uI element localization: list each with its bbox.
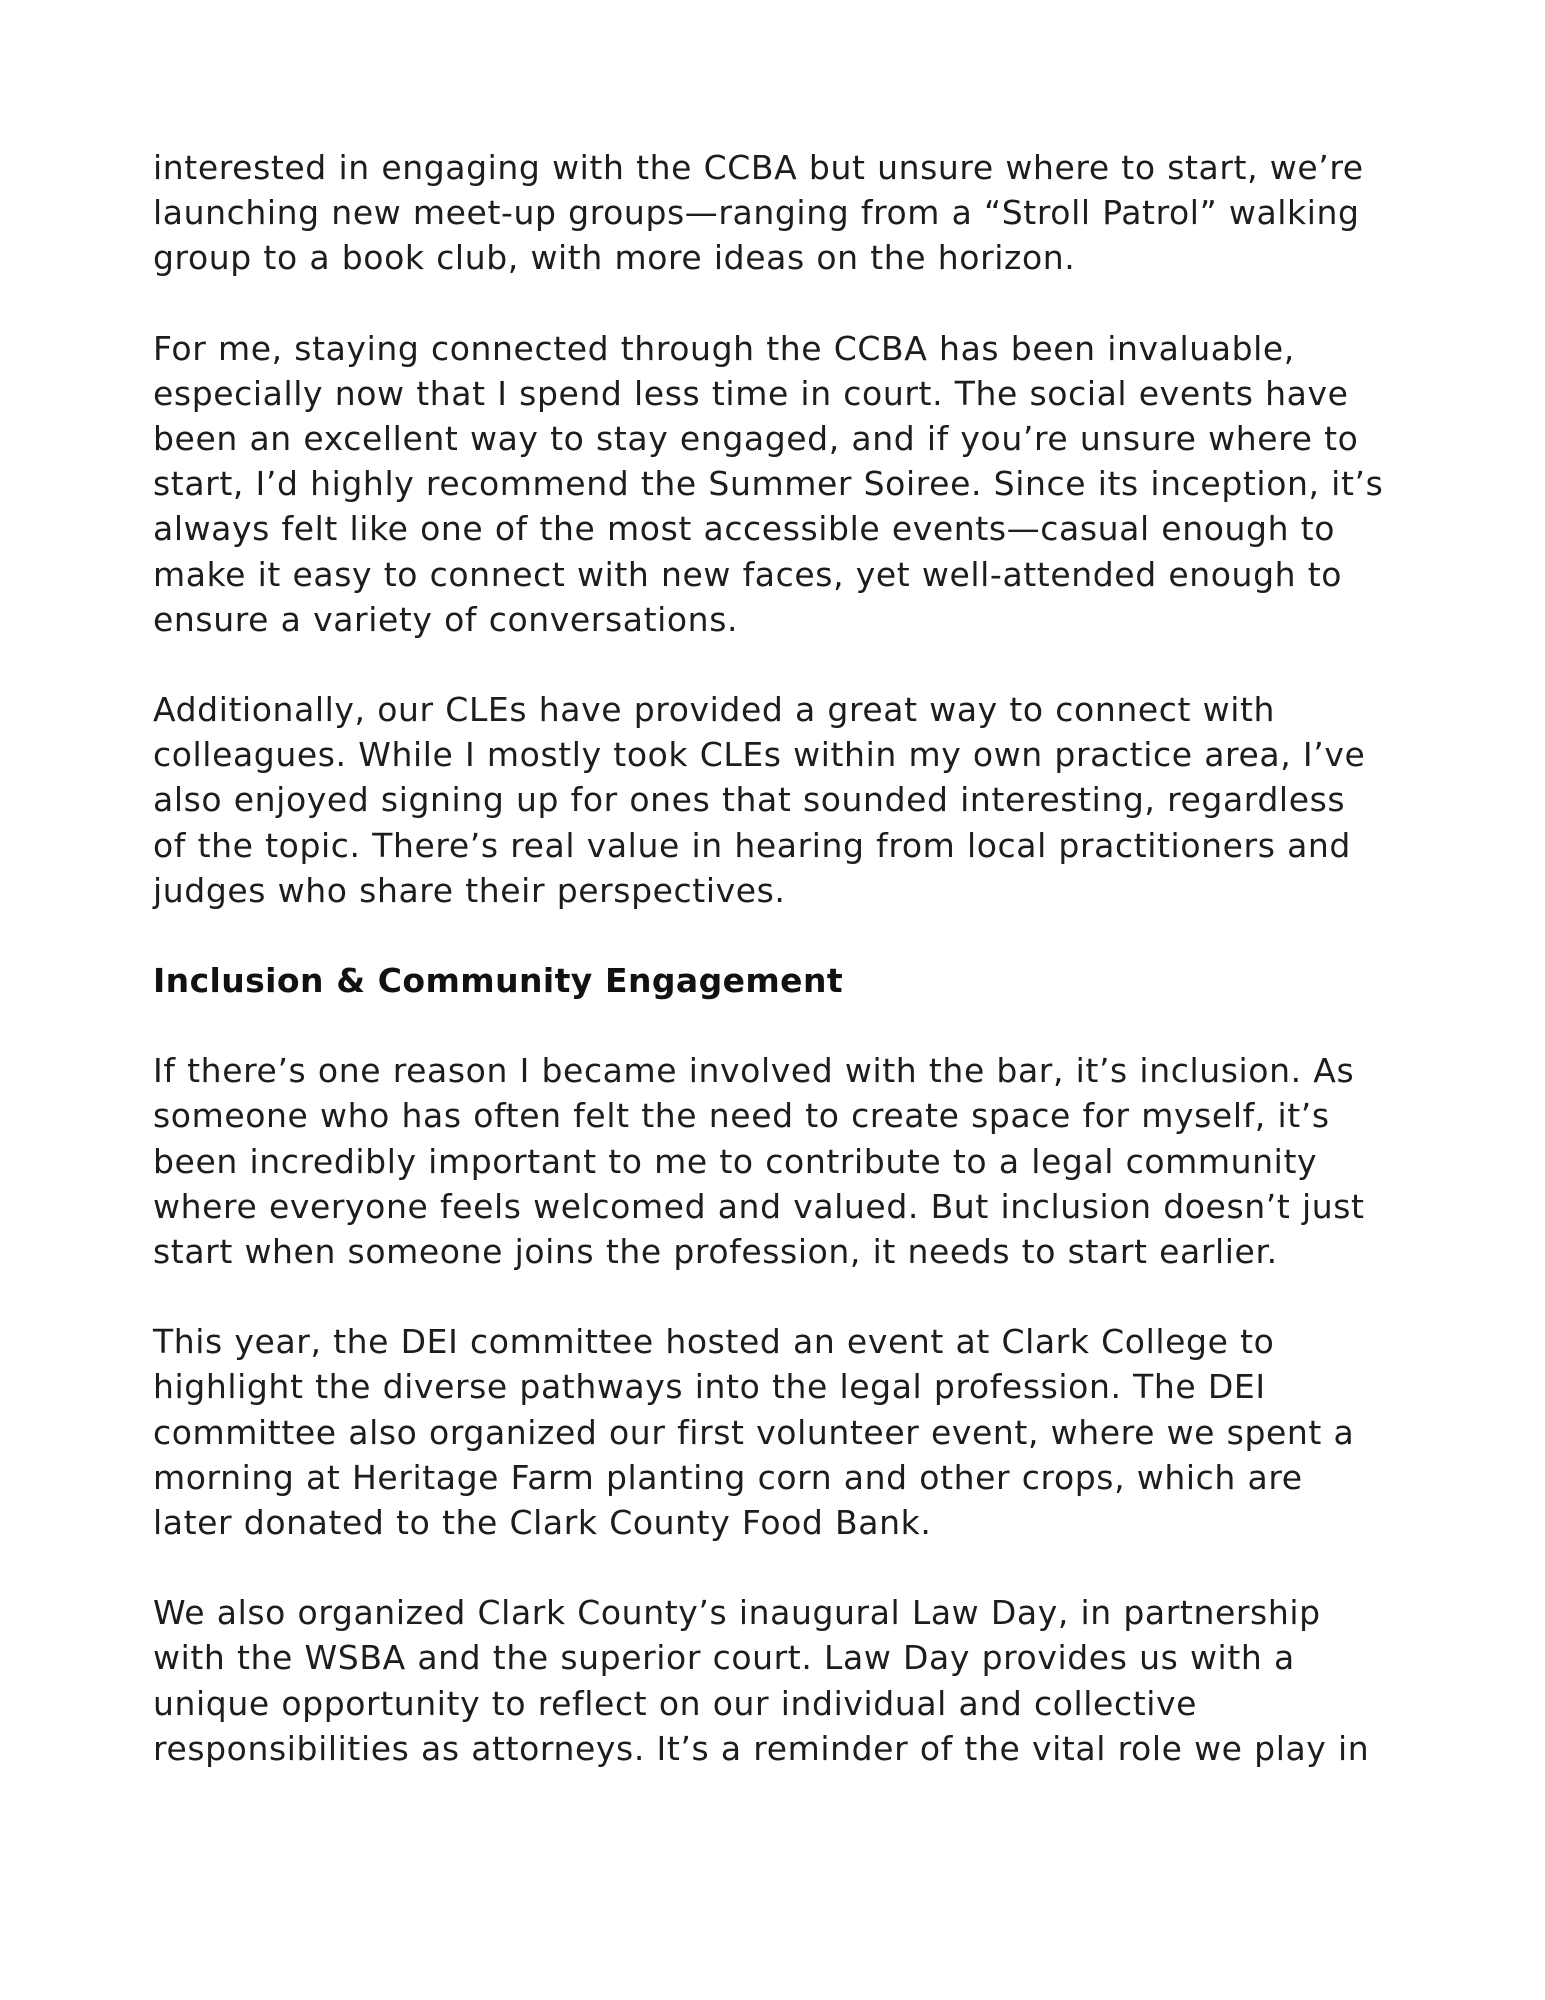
text-line: also enjoyed signing up for ones that sounded interesting, regardless: [153, 780, 1346, 820]
text-line: ensure a variety of conversations.: [153, 599, 739, 639]
paragraph-inclusion: [153, 1048, 1398, 1274]
section-heading: Inclusion & Community Engagement: [153, 961, 844, 1001]
text-line: always felt like one of the most accessible events—casual enough to: [153, 509, 1336, 549]
text-line: morning at Heritage Farm planting corn and other crops, which are: [153, 1457, 1303, 1497]
paragraph-dei-committee: [153, 1319, 1398, 1545]
text-line: where everyone feels welcomed and valued. But inclusion doesn’t just: [153, 1186, 1365, 1226]
text-line: For me, staying connected through the CCBA has been invaluable,: [153, 328, 1295, 368]
paragraph-cles: [153, 687, 1398, 913]
text-line: unique opportunity to reflect on our individual and collective: [153, 1683, 1198, 1723]
text-line: responsibilities as attorneys. It’s a reminder of the vital role we play in: [153, 1728, 1370, 1768]
text-line: start when someone joins the profession, it needs to start earlier.: [153, 1232, 1278, 1272]
text-line: interested in engaging with the CCBA but unsure where to start, we’re: [153, 148, 1364, 187]
paragraph-law-day: [153, 1590, 1398, 1771]
text-line: been an excellent way to stay engaged, and if you’re unsure where to: [153, 419, 1359, 459]
text-line: We also organized Clark County’s inaugural Law Day, in partnership: [153, 1593, 1321, 1633]
text-line: Additionally, our CLEs have provided a great way to connect with: [153, 690, 1276, 730]
text-line: group to a book club, with more ideas on the horizon.: [153, 238, 1076, 278]
text-line: start, I’d highly recommend the Summer Soiree. Since its inception, it’s: [153, 464, 1384, 504]
text-line: colleagues. While I mostly took CLEs within my own practice area, I’ve: [153, 735, 1366, 775]
text-line: If there’s one reason I became involved with the bar, it’s inclusion. As: [153, 1051, 1355, 1091]
text-line: especially now that I spend less time in court. The social events have: [153, 373, 1349, 413]
text-line: make it easy to connect with new faces, yet well-attended enough to: [153, 554, 1343, 594]
text-line: been incredibly important to me to contribute to a legal community: [153, 1141, 1318, 1181]
text-line: judges who share their perspectives.: [153, 870, 786, 910]
text-line: of the topic. There’s real value in hearing from local practitioners and: [153, 825, 1351, 865]
text-line: This year, the DEI committee hosted an event at Clark College to: [153, 1322, 1275, 1362]
text-line: highlight the diverse pathways into the legal profession. The DEI: [153, 1367, 1266, 1407]
text-line: someone who has often felt the need to create space for myself, it’s: [153, 1096, 1330, 1136]
paragraph-staying-connected: [153, 326, 1398, 642]
paragraph-meetup-groups: [153, 145, 1398, 281]
text-line: launching new meet-up groups—ranging from a “Stroll Patrol” walking: [153, 193, 1360, 233]
text-line: committee also organized our first volunteer event, where we spent a: [153, 1412, 1355, 1452]
document-body: [153, 145, 1398, 1816]
text-line: with the WSBA and the superior court. Law Day provides us with a: [153, 1638, 1295, 1678]
text-line: later donated to the Clark County Food Bank.: [153, 1503, 932, 1543]
